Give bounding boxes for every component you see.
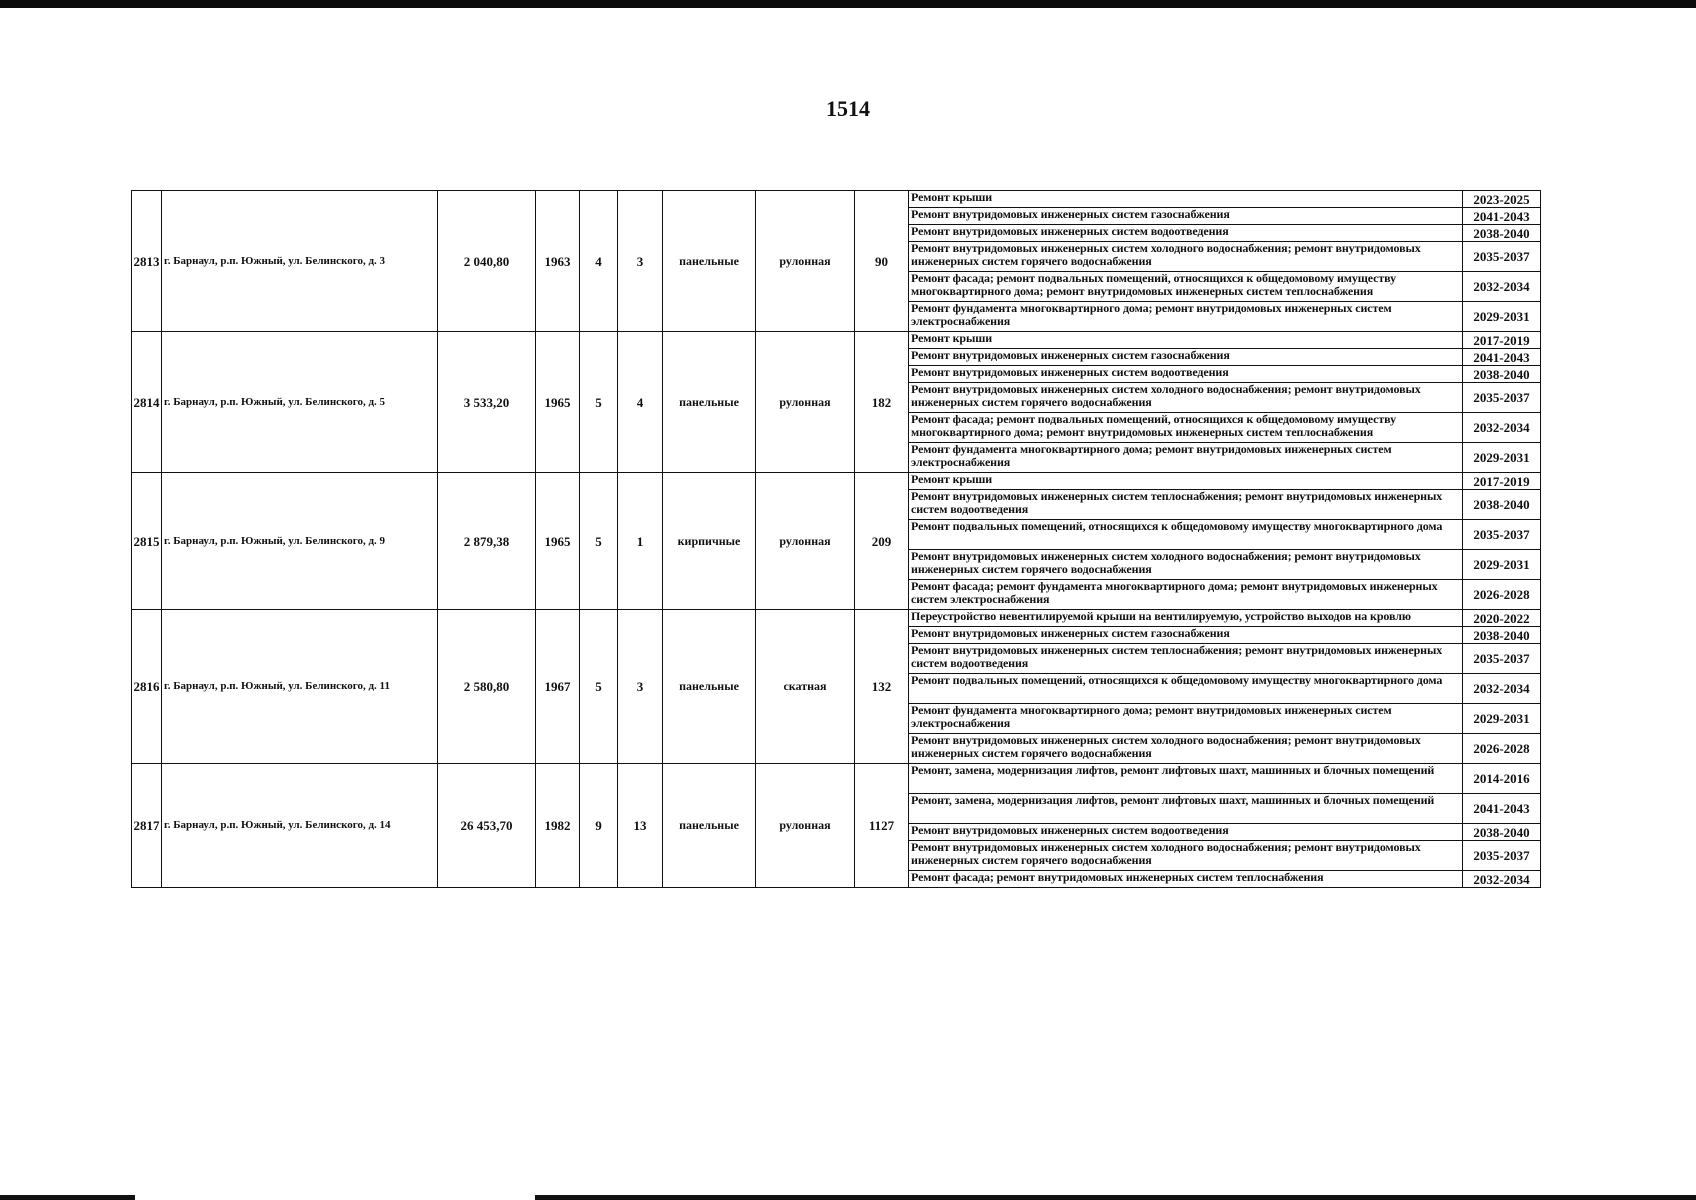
work-period-cell: 2038-2040 bbox=[1463, 366, 1541, 383]
entrances-cell: 4 bbox=[618, 332, 663, 473]
work-type-cell: Ремонт, замена, модернизация лифтов, ремонт лифтовых шахт, машинных и блочных помещений bbox=[909, 794, 1463, 824]
address-cell: г. Барнаул, р.п. Южный, ул. Белинского, д. 11 bbox=[162, 610, 438, 764]
work-type-cell: Ремонт внутридомовых инженерных систем холодного водоснабжения; ремонт внутридомовых инженерных систем горячего водоснабжения bbox=[909, 550, 1463, 580]
house-number-cell: 2814 bbox=[132, 332, 162, 473]
work-type-cell: Ремонт внутридомовых инженерных систем теплоснабжения; ремонт внутридомовых инженерных систем водоотведения bbox=[909, 644, 1463, 674]
address-cell: г. Барнаул, р.п. Южный, ул. Белинского, д. 14 bbox=[162, 764, 438, 888]
wall-material-cell: панельные bbox=[663, 332, 756, 473]
floors-cell: 5 bbox=[580, 473, 618, 610]
address-cell: г. Барнаул, р.п. Южный, ул. Белинского, д. 3 bbox=[162, 191, 438, 332]
year-built-cell: 1965 bbox=[536, 473, 580, 610]
work-period-cell: 2026-2028 bbox=[1463, 580, 1541, 610]
work-period-cell: 2023-2025 bbox=[1463, 191, 1541, 208]
work-period-cell: 2038-2040 bbox=[1463, 490, 1541, 520]
table-row bbox=[132, 764, 1541, 794]
work-period-cell: 2014-2016 bbox=[1463, 764, 1541, 794]
work-type-cell: Ремонт фасада; ремонт внутридомовых инженерных систем теплоснабжения bbox=[909, 871, 1463, 888]
work-type-cell: Ремонт крыши bbox=[909, 473, 1463, 490]
roof-type-cell: рулонная bbox=[756, 332, 855, 473]
work-period-cell: 2032-2034 bbox=[1463, 272, 1541, 302]
floors-cell: 4 bbox=[580, 191, 618, 332]
work-type-cell: Ремонт внутридомовых инженерных систем холодного водоснабжения; ремонт внутридомовых инженерных систем горячего водоснабжения bbox=[909, 734, 1463, 764]
residents-cell: 1127 bbox=[855, 764, 909, 888]
area-cell: 3 533,20 bbox=[438, 332, 536, 473]
work-type-cell: Ремонт фундамента многоквартирного дома; ремонт внутридомовых инженерных систем электроснабжения bbox=[909, 302, 1463, 332]
work-type-cell: Ремонт внутридомовых инженерных систем газоснабжения bbox=[909, 208, 1463, 225]
table-row bbox=[132, 473, 1541, 490]
work-type-cell: Ремонт внутридомовых инженерных систем газоснабжения bbox=[909, 627, 1463, 644]
work-period-cell: 2029-2031 bbox=[1463, 704, 1541, 734]
house-number-cell: 2815 bbox=[132, 473, 162, 610]
year-built-cell: 1963 bbox=[536, 191, 580, 332]
work-period-cell: 2038-2040 bbox=[1463, 627, 1541, 644]
work-period-cell: 2038-2040 bbox=[1463, 225, 1541, 242]
table-row bbox=[132, 191, 1541, 208]
page-number: 1514 bbox=[826, 96, 870, 121]
wall-material-cell: панельные bbox=[663, 764, 756, 888]
work-type-cell: Ремонт внутридомовых инженерных систем холодного водоснабжения; ремонт внутридомовых инженерных систем горячего водоснабжения bbox=[909, 242, 1463, 272]
work-period-cell: 2032-2034 bbox=[1463, 871, 1541, 888]
work-period-cell: 2041-2043 bbox=[1463, 794, 1541, 824]
work-type-cell: Ремонт внутридомовых инженерных систем водоотведения bbox=[909, 824, 1463, 841]
wall-material-cell: панельные bbox=[663, 191, 756, 332]
work-type-cell: Ремонт фундамента многоквартирного дома; ремонт внутридомовых инженерных систем электроснабжения bbox=[909, 443, 1463, 473]
work-period-cell: 2032-2034 bbox=[1463, 413, 1541, 443]
scan-bottom-edge-left bbox=[0, 1195, 135, 1200]
roof-type-cell: рулонная bbox=[756, 191, 855, 332]
year-built-cell: 1982 bbox=[536, 764, 580, 888]
floors-cell: 9 bbox=[580, 764, 618, 888]
work-type-cell: Ремонт крыши bbox=[909, 332, 1463, 349]
wall-material-cell: кирпичные bbox=[663, 473, 756, 610]
work-type-cell: Переустройство невентилируемой крыши на вентилируемую, устройство выходов на кровлю bbox=[909, 610, 1463, 627]
work-type-cell: Ремонт внутридомовых инженерных систем холодного водоснабжения; ремонт внутридомовых инженерных систем горячего водоснабжения bbox=[909, 383, 1463, 413]
work-period-cell: 2029-2031 bbox=[1463, 550, 1541, 580]
work-period-cell: 2029-2031 bbox=[1463, 302, 1541, 332]
house-number-cell: 2816 bbox=[132, 610, 162, 764]
residents-cell: 209 bbox=[855, 473, 909, 610]
floors-cell: 5 bbox=[580, 332, 618, 473]
work-period-cell: 2035-2037 bbox=[1463, 841, 1541, 871]
scan-top-edge bbox=[0, 0, 1696, 8]
work-type-cell: Ремонт фасада; ремонт подвальных помещений, относящихся к общедомовому имуществу многоквартирного дома; ремонт внутридомовых инженерных систем теплоснабжения bbox=[909, 272, 1463, 302]
wall-material-cell: панельные bbox=[663, 610, 756, 764]
work-period-cell: 2029-2031 bbox=[1463, 443, 1541, 473]
entrances-cell: 3 bbox=[618, 610, 663, 764]
work-period-cell: 2026-2028 bbox=[1463, 734, 1541, 764]
floors-cell: 5 bbox=[580, 610, 618, 764]
roof-type-cell: рулонная bbox=[756, 764, 855, 888]
work-period-cell: 2035-2037 bbox=[1463, 644, 1541, 674]
area-cell: 2 580,80 bbox=[438, 610, 536, 764]
residents-cell: 90 bbox=[855, 191, 909, 332]
work-type-cell: Ремонт фасада; ремонт подвальных помещений, относящихся к общедомовому имуществу многоквартирного дома; ремонт внутридомовых инженерных систем теплоснабжения bbox=[909, 413, 1463, 443]
house-number-cell: 2817 bbox=[132, 764, 162, 888]
work-type-cell: Ремонт внутридомовых инженерных систем теплоснабжения; ремонт внутридомовых инженерных систем водоотведения bbox=[909, 490, 1463, 520]
work-type-cell: Ремонт внутридомовых инженерных систем водоотведения bbox=[909, 225, 1463, 242]
residents-cell: 132 bbox=[855, 610, 909, 764]
work-period-cell: 2038-2040 bbox=[1463, 824, 1541, 841]
address-cell: г. Барнаул, р.п. Южный, ул. Белинского, д. 5 bbox=[162, 332, 438, 473]
entrances-cell: 3 bbox=[618, 191, 663, 332]
work-type-cell: Ремонт фасада; ремонт фундамента многоквартирного дома; ремонт внутридомовых инженерных систем электроснабжения bbox=[909, 580, 1463, 610]
area-cell: 2 879,38 bbox=[438, 473, 536, 610]
table-row bbox=[132, 332, 1541, 349]
work-period-cell: 2041-2043 bbox=[1463, 349, 1541, 366]
entrances-cell: 1 bbox=[618, 473, 663, 610]
work-period-cell: 2041-2043 bbox=[1463, 208, 1541, 225]
work-type-cell: Ремонт подвальных помещений, относящихся к общедомовому имуществу многоквартирного дома bbox=[909, 520, 1463, 550]
work-type-cell: Ремонт внутридомовых инженерных систем холодного водоснабжения; ремонт внутридомовых инженерных систем горячего водоснабжения bbox=[909, 841, 1463, 871]
area-cell: 26 453,70 bbox=[438, 764, 536, 888]
work-period-cell: 2035-2037 bbox=[1463, 242, 1541, 272]
house-number-cell: 2813 bbox=[132, 191, 162, 332]
work-period-cell: 2032-2034 bbox=[1463, 674, 1541, 704]
work-period-cell: 2035-2037 bbox=[1463, 520, 1541, 550]
area-cell: 2 040,80 bbox=[438, 191, 536, 332]
work-period-cell: 2035-2037 bbox=[1463, 383, 1541, 413]
work-type-cell: Ремонт внутридомовых инженерных систем водоотведения bbox=[909, 366, 1463, 383]
entrances-cell: 13 bbox=[618, 764, 663, 888]
work-period-cell: 2017-2019 bbox=[1463, 332, 1541, 349]
work-type-cell: Ремонт внутридомовых инженерных систем газоснабжения bbox=[909, 349, 1463, 366]
scan-bottom-edge-right bbox=[535, 1195, 1696, 1200]
roof-type-cell: рулонная bbox=[756, 473, 855, 610]
residents-cell: 182 bbox=[855, 332, 909, 473]
work-type-cell: Ремонт фундамента многоквартирного дома; ремонт внутридомовых инженерных систем электроснабжения bbox=[909, 704, 1463, 734]
repair-program-table bbox=[131, 190, 1541, 888]
address-cell: г. Барнаул, р.п. Южный, ул. Белинского, д. 9 bbox=[162, 473, 438, 610]
roof-type-cell: скатная bbox=[756, 610, 855, 764]
work-period-cell: 2017-2019 bbox=[1463, 473, 1541, 490]
work-type-cell: Ремонт, замена, модернизация лифтов, ремонт лифтовых шахт, машинных и блочных помещений bbox=[909, 764, 1463, 794]
year-built-cell: 1967 bbox=[536, 610, 580, 764]
work-type-cell: Ремонт подвальных помещений, относящихся к общедомовому имуществу многоквартирного дома bbox=[909, 674, 1463, 704]
table-row bbox=[132, 610, 1541, 627]
year-built-cell: 1965 bbox=[536, 332, 580, 473]
work-type-cell: Ремонт крыши bbox=[909, 191, 1463, 208]
work-period-cell: 2020-2022 bbox=[1463, 610, 1541, 627]
